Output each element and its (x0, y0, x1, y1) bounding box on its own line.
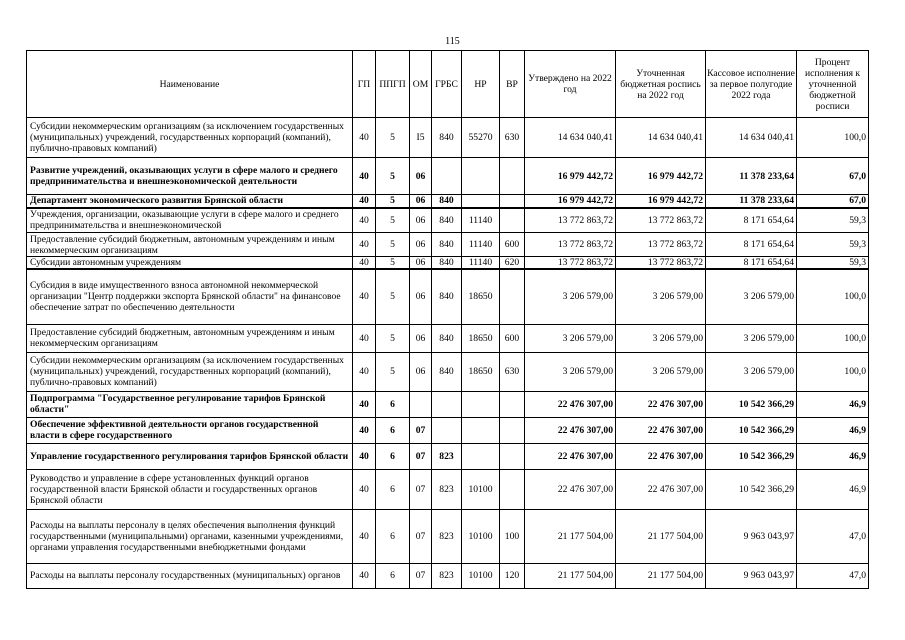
cell-ppgp: 5 (376, 324, 410, 352)
table-row (27, 233, 869, 257)
cell-np (462, 391, 500, 417)
cell-vr (500, 417, 525, 443)
cell-ppgp: 6 (376, 563, 410, 588)
cell-vr (500, 469, 525, 509)
cell-gp: 40 (353, 563, 376, 588)
cell-ppgp: 5 (376, 233, 410, 257)
cell-percent: 46,9 (797, 469, 869, 509)
cell-grbs: 840 (432, 324, 462, 352)
cell-vr (500, 208, 525, 233)
cell-gp: 40 (353, 269, 376, 324)
table-body (27, 118, 869, 589)
cell-cash: 8 171 654,64 (706, 257, 797, 270)
cell-np (462, 443, 500, 469)
cell-name: Расходы на выплаты персоналу в целях обеспечения выполнения функций государственными (муниципальными) органами, казенными учреждениями, органами управления государственными внебюджетными фондами (27, 509, 353, 563)
cell-vr (500, 269, 525, 324)
table-row (27, 208, 869, 233)
table-row (27, 443, 869, 469)
cell-approved: 14 634 040,41 (525, 118, 616, 158)
cell-refined: 22 476 307,00 (616, 391, 706, 417)
cell-cash: 10 542 366,29 (706, 443, 797, 469)
cell-grbs: 840 (432, 269, 462, 324)
cell-om: 06 (410, 324, 432, 352)
cell-vr (500, 443, 525, 469)
cell-refined: 22 476 307,00 (616, 443, 706, 469)
cell-om: 06 (410, 352, 432, 391)
cell-gp: 40 (353, 391, 376, 417)
cell-refined: 3 206 579,00 (616, 269, 706, 324)
cell-grbs: 823 (432, 563, 462, 588)
cell-refined: 21 177 504,00 (616, 563, 706, 588)
cell-refined: 21 177 504,00 (616, 509, 706, 563)
cell-om: 07 (410, 509, 432, 563)
cell-vr: 630 (500, 352, 525, 391)
cell-grbs: 840 (432, 195, 462, 208)
cell-om: 06 (410, 208, 432, 233)
header-row (27, 51, 869, 118)
cell-om: 07 (410, 469, 432, 509)
header-name: Наименование (27, 51, 353, 118)
cell-om: 06 (410, 269, 432, 324)
cell-om: 07 (410, 563, 432, 588)
cell-vr: 100 (500, 509, 525, 563)
table-row (27, 417, 869, 443)
cell-cash: 9 963 043,97 (706, 509, 797, 563)
cell-ppgp: 6 (376, 509, 410, 563)
cell-name: Субсидии автономным учреждениям (27, 257, 353, 270)
budget-table (26, 50, 869, 589)
table-row (27, 158, 869, 195)
cell-om: 06 (410, 257, 432, 270)
cell-grbs: 840 (432, 118, 462, 158)
header-ppgp: ППГП (376, 51, 410, 118)
cell-vr: 120 (500, 563, 525, 588)
cell-approved: 3 206 579,00 (525, 269, 616, 324)
cell-percent: 59,3 (797, 233, 869, 257)
cell-vr: 600 (500, 233, 525, 257)
cell-np: 10100 (462, 509, 500, 563)
cell-approved: 16 979 442,72 (525, 195, 616, 208)
cell-gp: 40 (353, 469, 376, 509)
cell-name: Управление государственного регулирования тарифов Брянской области (27, 443, 353, 469)
cell-cash: 14 634 040,41 (706, 118, 797, 158)
cell-name: Расходы на выплаты персоналу государственных (муниципальных) органов (27, 563, 353, 588)
cell-np (462, 417, 500, 443)
cell-ppgp: 5 (376, 257, 410, 270)
cell-vr: 620 (500, 257, 525, 270)
cell-refined: 13 772 863,72 (616, 233, 706, 257)
cell-name: Субсидии некоммерческим организациям (за исключением государственных (муниципальных) учреждений, государственных корпораций (компаний), публично-правовых компаний) (27, 352, 353, 391)
table-row (27, 352, 869, 391)
header-grbs: ГРБС (432, 51, 462, 118)
cell-approved: 21 177 504,00 (525, 563, 616, 588)
cell-om: I5 (410, 118, 432, 158)
cell-np: 11140 (462, 233, 500, 257)
cell-cash: 10 542 366,29 (706, 469, 797, 509)
cell-approved: 3 206 579,00 (525, 324, 616, 352)
cell-percent: 47,0 (797, 563, 869, 588)
cell-cash: 9 963 043,97 (706, 563, 797, 588)
cell-approved: 22 476 307,00 (525, 417, 616, 443)
cell-cash: 3 206 579,00 (706, 352, 797, 391)
cell-approved: 22 476 307,00 (525, 443, 616, 469)
cell-gp: 40 (353, 417, 376, 443)
cell-ppgp: 5 (376, 195, 410, 208)
header-gp: ГП (353, 51, 376, 118)
cell-percent: 59,3 (797, 257, 869, 270)
table-row (27, 563, 869, 588)
cell-percent: 100,0 (797, 352, 869, 391)
cell-cash: 11 378 233,64 (706, 195, 797, 208)
cell-ppgp: 5 (376, 158, 410, 195)
cell-cash: 10 542 366,29 (706, 417, 797, 443)
table-row (27, 257, 869, 270)
cell-name: Руководство и управление в сфере установленных функций органов государственной власти Брянской области и государственных органов Брянской области (27, 469, 353, 509)
cell-percent: 100,0 (797, 118, 869, 158)
header-approved: Утверждено на 2022 год (525, 51, 616, 118)
table-row (27, 324, 869, 352)
cell-refined: 3 206 579,00 (616, 352, 706, 391)
cell-gp: 40 (353, 233, 376, 257)
cell-approved: 21 177 504,00 (525, 509, 616, 563)
cell-refined: 22 476 307,00 (616, 417, 706, 443)
cell-approved: 13 772 863,72 (525, 257, 616, 270)
cell-ppgp: 5 (376, 208, 410, 233)
header-refined: Уточненная бюджетная роспись на 2022 год (616, 51, 706, 118)
cell-name: Учреждения, организации, оказывающие услуги в сфере малого и среднего предпринимательства и внешнеэкономической (27, 208, 353, 233)
table-row (27, 509, 869, 563)
cell-percent: 59,3 (797, 208, 869, 233)
cell-name: Субсидии некоммерческим организациям (за исключением государственных (муниципальных) учреждений, государственных корпораций (компаний), публично-правовых компаний) (27, 118, 353, 158)
cell-ppgp: 6 (376, 443, 410, 469)
cell-grbs: 823 (432, 469, 462, 509)
cell-cash: 3 206 579,00 (706, 269, 797, 324)
table-row (27, 118, 869, 158)
header-vr: ВР (500, 51, 525, 118)
cell-gp: 40 (353, 118, 376, 158)
cell-gp: 40 (353, 257, 376, 270)
cell-ppgp: 5 (376, 269, 410, 324)
cell-np: 18650 (462, 352, 500, 391)
cell-cash: 10 542 366,29 (706, 391, 797, 417)
cell-refined: 14 634 040,41 (616, 118, 706, 158)
cell-vr (500, 158, 525, 195)
cell-name: Подпрограмма "Государственное регулирование тарифов Брянской области" (27, 391, 353, 417)
cell-om: 06 (410, 158, 432, 195)
cell-cash: 3 206 579,00 (706, 324, 797, 352)
cell-cash: 8 171 654,64 (706, 233, 797, 257)
cell-om: 07 (410, 443, 432, 469)
cell-refined: 16 979 442,72 (616, 158, 706, 195)
cell-refined: 13 772 863,72 (616, 208, 706, 233)
cell-name: Предоставление субсидий бюджетным, автономным учреждениям и иным некоммерческим организациям (27, 324, 353, 352)
cell-percent: 46,9 (797, 391, 869, 417)
header-percent: Процент исполнения к уточненной бюджетной росписи (797, 51, 869, 118)
cell-name: Предоставление субсидий бюджетным, автономным учреждениям и иным некоммерческим организациям (27, 233, 353, 257)
cell-approved: 22 476 307,00 (525, 469, 616, 509)
cell-percent: 46,9 (797, 443, 869, 469)
cell-name: Субсидия в виде имущественного взноса автономной некоммерческой организации "Центр поддержки экспорта Брянской области" на финансовое обеспечение затрат по обеспечению деятельности (27, 269, 353, 324)
cell-grbs (432, 158, 462, 195)
cell-refined: 13 772 863,72 (616, 257, 706, 270)
cell-refined: 3 206 579,00 (616, 324, 706, 352)
cell-grbs: 840 (432, 352, 462, 391)
page-number: 115 (445, 36, 460, 47)
cell-ppgp: 6 (376, 391, 410, 417)
table-row (27, 269, 869, 324)
cell-approved: 13 772 863,72 (525, 208, 616, 233)
cell-percent: 46,9 (797, 417, 869, 443)
cell-np: 10100 (462, 469, 500, 509)
cell-grbs: 823 (432, 509, 462, 563)
cell-np (462, 195, 500, 208)
cell-np: 18650 (462, 269, 500, 324)
cell-approved: 16 979 442,72 (525, 158, 616, 195)
cell-gp: 40 (353, 324, 376, 352)
cell-approved: 3 206 579,00 (525, 352, 616, 391)
table-row (27, 391, 869, 417)
cell-vr: 600 (500, 324, 525, 352)
cell-np: 18650 (462, 324, 500, 352)
cell-om: 06 (410, 233, 432, 257)
cell-gp: 40 (353, 509, 376, 563)
cell-percent: 100,0 (797, 269, 869, 324)
cell-cash: 11 378 233,64 (706, 158, 797, 195)
cell-np: 10100 (462, 563, 500, 588)
cell-np: 55270 (462, 118, 500, 158)
header-cash: Кассовое исполнение за первое полугодие 2022 года (706, 51, 797, 118)
cell-refined: 16 979 442,72 (616, 195, 706, 208)
cell-gp: 40 (353, 208, 376, 233)
cell-ppgp: 5 (376, 118, 410, 158)
cell-name: Обеспечение эффективной деятельности органов государственной власти в сфере государственного (27, 417, 353, 443)
cell-percent: 47,0 (797, 509, 869, 563)
cell-name: Развитие учреждений, оказывающих услуги в сфере малого и среднего предпринимательства и внешнеэкономической деятельности (27, 158, 353, 195)
cell-approved: 22 476 307,00 (525, 391, 616, 417)
cell-om (410, 391, 432, 417)
cell-np: 11140 (462, 208, 500, 233)
cell-gp: 40 (353, 352, 376, 391)
cell-grbs: 840 (432, 233, 462, 257)
cell-vr (500, 195, 525, 208)
cell-om: 06 (410, 195, 432, 208)
cell-name: Департамент экономического развития Брянской области (27, 195, 353, 208)
cell-grbs: 840 (432, 257, 462, 270)
cell-vr: 630 (500, 118, 525, 158)
cell-percent: 100,0 (797, 324, 869, 352)
cell-grbs: 840 (432, 208, 462, 233)
cell-grbs (432, 391, 462, 417)
table-row (27, 195, 869, 208)
cell-percent: 67,0 (797, 158, 869, 195)
cell-gp: 40 (353, 443, 376, 469)
cell-np: 11140 (462, 257, 500, 270)
cell-cash: 8 171 654,64 (706, 208, 797, 233)
cell-grbs: 823 (432, 443, 462, 469)
cell-gp: 40 (353, 158, 376, 195)
cell-ppgp: 6 (376, 469, 410, 509)
cell-ppgp: 5 (376, 352, 410, 391)
cell-om: 07 (410, 417, 432, 443)
cell-gp: 40 (353, 195, 376, 208)
cell-ppgp: 6 (376, 417, 410, 443)
header-om: ОМ (410, 51, 432, 118)
cell-percent: 67,0 (797, 195, 869, 208)
cell-refined: 22 476 307,00 (616, 469, 706, 509)
header-np: НР (462, 51, 500, 118)
cell-grbs (432, 417, 462, 443)
table-row (27, 469, 869, 509)
cell-vr (500, 391, 525, 417)
cell-np (462, 158, 500, 195)
cell-approved: 13 772 863,72 (525, 233, 616, 257)
